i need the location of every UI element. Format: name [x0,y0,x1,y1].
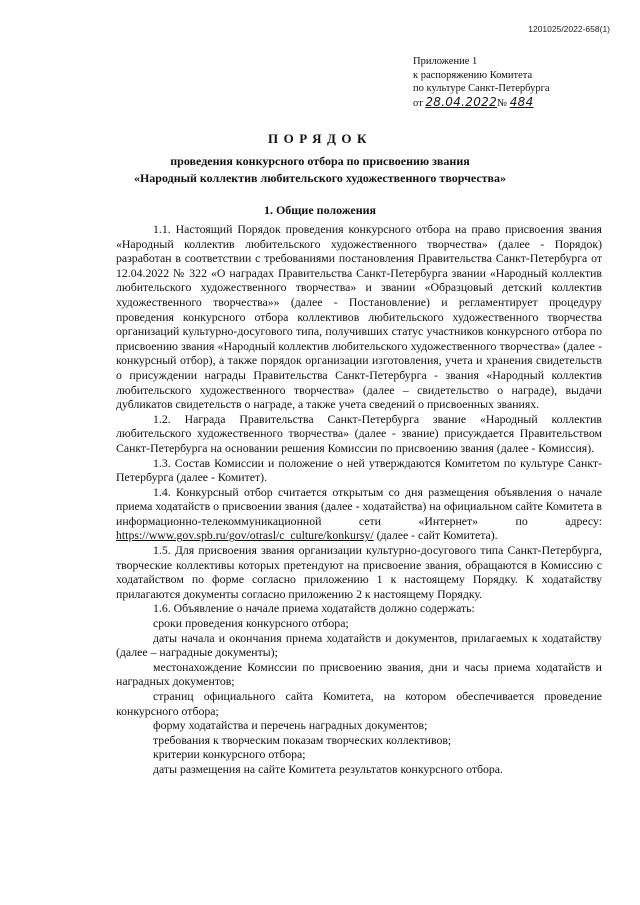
approval-date-line [413,96,623,111]
title-block [0,131,640,187]
approval-date: 28.04.2022 [425,94,498,109]
document-body [116,222,602,777]
document-registration-number: 1201025/2022-658(1) [528,24,610,34]
section-heading: 1. Общие положения [263,203,377,217]
paragraph-1-6: 1.6. Объявление о начале приема ходатайств должно содержать: [153,601,475,616]
paragraph-1-3: 1.3. Состав Комиссии и положение о ней утверждаются Комитетом по культуре Санкт-Петербурга (далее - Комитет). [116,455,602,485]
approval-number: 484 [509,94,534,109]
document-subtitle-line-1: проведения конкурсного отбора по присвоению звания [170,154,470,168]
list-item: даты размещения на сайте Комитета результатов конкурсного отбора. [153,761,503,776]
approval-date-prefix: от [413,97,426,109]
paragraph-1-4-text: 1.4. Конкурсный отбор считается открытым со дня размещения объявления о начале приема ходатайств о присвоении звания (далее - ходатайства) на официальном сайте Комитета в информационно-телекоммуникационной сети «Интернет» по адресу: [116,484,602,528]
list-item: форму ходатайства и перечень наградных документов; [153,718,428,733]
list-item: требования к творческим показам творческих коллективов; [153,732,452,747]
list-item: страниц официального сайта Комитета, на котором обеспечивается проведение конкурсного отбора; [116,689,602,718]
approval-block [413,55,623,110]
list-item: даты начала и окончания приема ходатайств и документов, прилагаемых к ходатайству (далее – наградные документы); [116,630,602,660]
paragraph-1-4-suffix: (далее - сайт Комитета). [373,528,498,543]
document-subtitle-line-2: «Народный коллектив любительского художественного творчества» [133,171,507,185]
list-item: сроки проведения конкурсного отбора; [153,616,349,631]
document-title: ПОРЯДОК [268,131,372,146]
approval-committee: по культуре Санкт-Петербурга [413,83,550,95]
paragraph-1-4 [116,485,602,543]
paragraph-1-5: 1.5. Для присвоения звания организации культурно-досугового типа Санкт-Петербурга, творческие коллективы которых претендуют на присвоение звания, обращаются в Комиссию с ходатайством по форме согласно приложению 1 к настоящему Порядку. К ходатайству прилагаются документы согласно приложению 2 к настоящему Порядку. [116,543,602,601]
approval-order: к распоряжению Комитета [413,69,533,81]
approval-number-prefix: № [497,97,510,109]
approval-appendix: Приложение 1 [413,56,478,67]
list-item: местонахождение Комиссии по присвоению звания, дни и часы приема ходатайств и наградных документов; [116,659,602,689]
paragraph-1-2: 1.2. Награда Правительства Санкт-Петербурга звание «Народный коллектив любительского художественного творчества» (далее - звание) присуждается Правительством Санкт-Петербурга на основании решения Комиссии по присвоению звания (далее - Комиссия). [116,411,602,455]
paragraph-1-1: 1.1. Настоящий Порядок проведения конкурсного отбора на право присвоения звания «Народный коллектив любительского художественного творчества» (далее - Порядок) разработан в соответствии с требованиями постановления Правительства Санкт-Петербурга от 12.04.2022 № 322 «О наградах Правительства Санкт-Петербурга звании «Народный коллектив любительского художественного творчества» и звании «Образцовый детский коллектив художественного творчества»» (далее - Постановление) и регламентирует процедуру проведения конкурсного отбора коллективов любительского художественного творчества организаций культурно-досугового типа, получивших статус участников конкурсного отбора по присвоению звания «Народный коллектив любительского художественного творчества» (далее - конкурсный отбор), а также порядок организации изготовления, учета и хранения свидетельств о присуждении награды Правительства Санкт-Петербурга - звания «Народный коллектив любительского художественного творчества» (далее – свидетельство о награде), выдачи дубликатов свидетельств о награде, а также учета сведений о присвоенных званиях. [116,222,602,412]
list-item: критерии конкурсного отбора; [153,747,306,762]
committee-website-link[interactable]: https://www.gov.spb.ru/gov/otrasl/c_culture/konkursy/ [116,528,374,543]
